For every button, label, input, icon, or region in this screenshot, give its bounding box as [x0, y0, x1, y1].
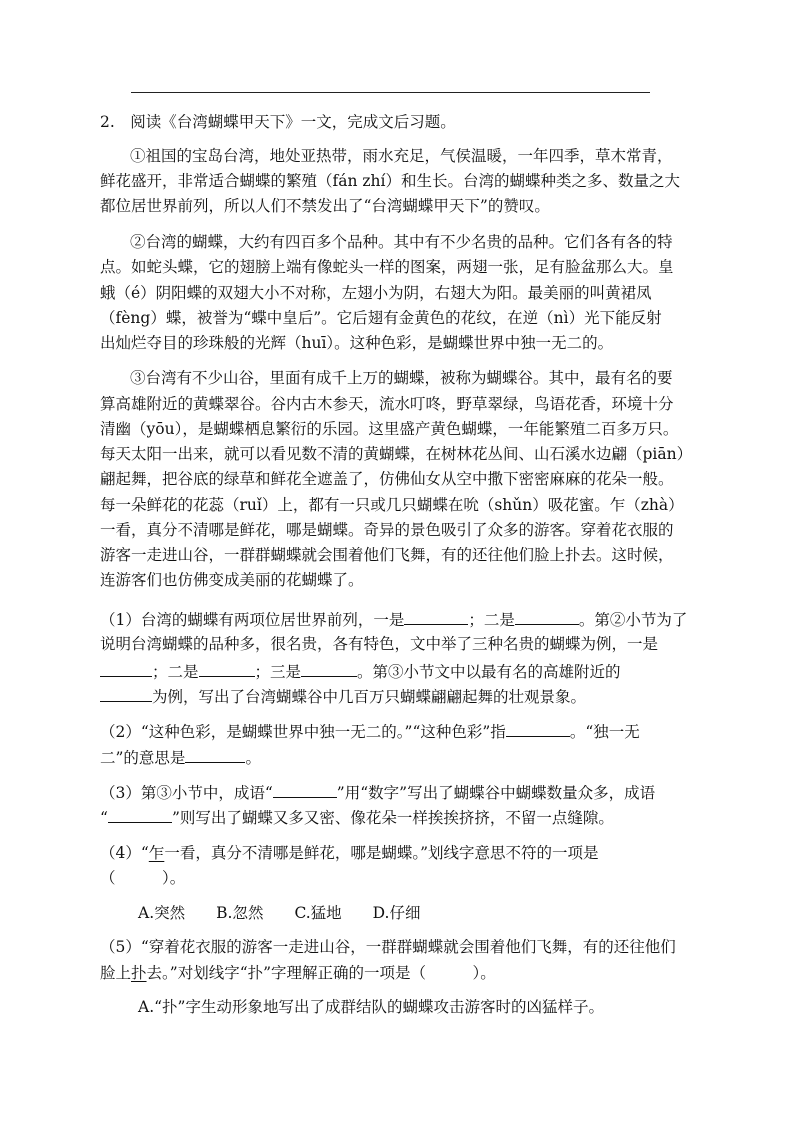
question-text: ；三是	[254, 663, 302, 681]
answer-blank[interactable]	[506, 719, 570, 737]
question-text: （1）台湾的蝴蝶有两项位居世界前列，一是	[100, 611, 405, 629]
question-text: 。	[245, 749, 261, 767]
question-text: 脸上	[100, 964, 132, 982]
answer-blank[interactable]	[301, 659, 357, 677]
question-heading: 2. 阅读《台湾蝴蝶甲天下》一文，完成文后习题。	[100, 113, 456, 131]
question-line	[100, 684, 586, 708]
paragraph-line: （fèng）蝶，被誉为“蝶中皇后”。它后翅有金黄色的花纹，在逆（nì）光下能反射	[100, 309, 662, 327]
answer-option-a[interactable]: A.“扑”字生动形象地写出了成群结队的蝴蝶攻击游客时的凶猛样子。	[138, 998, 604, 1016]
paragraph-line: 清幽（yōu），是蝴蝶栖息繁衍的乐园。这里盛产黄色蝴蝶，一年能繁殖二百多万只。	[100, 420, 679, 438]
question-text: ；二是	[468, 611, 515, 629]
question-text: （4）“	[100, 844, 149, 862]
question-text: 。第③小节文中以最有名的高雄附近的	[357, 663, 621, 681]
paragraph-line: 每一朵鲜花的花蕊（ruǐ）上，都有一只或几只蝴蝶在吮（shǔn）吸花蜜。乍（zhà）	[100, 496, 684, 514]
answer-blank[interactable]	[199, 659, 255, 677]
question-text: ”用“数字”写出了蝴蝶谷中蝴蝶数量众多，成语	[336, 784, 656, 802]
top-rule	[131, 92, 650, 93]
question-text: “	[100, 809, 108, 827]
question-line	[100, 745, 261, 769]
answer-blank[interactable]	[108, 805, 172, 823]
question-text: 为例，写出了台湾蝴蝶谷中几百万只蝴蝶翩翩起舞的壮观景象。	[152, 688, 587, 706]
paragraph-line: ①祖国的宝岛台湾，地处亚热带，雨水充足，气侯温暖，一年四季，草木常青，	[130, 147, 673, 165]
paragraph-line: 蛾（é）阴阳蝶的双翅大小不对称，左翅小为阴，右翅大为阳。最美丽的叫黄裙凤	[100, 284, 652, 302]
question-text: 。第②小节为了	[578, 611, 688, 629]
answer-blank[interactable]	[273, 780, 337, 798]
question-line	[100, 962, 496, 984]
question-text: ”则写出了蝴蝶又多又密、像花朵一样挨挨挤挤，不留一点缝隙。	[171, 809, 614, 827]
answer-blank[interactable]	[185, 745, 245, 763]
paragraph-line: ③台湾有不少山谷，里面有成千上万的蝴蝶，被称为蝴蝶谷。其中，最有名的要	[130, 369, 673, 387]
answer-options[interactable]: A.突然 B.忽然 C.猛地 D.仔细	[138, 904, 421, 922]
paragraph-line: 一看，真分不清哪是鲜花，哪是蝴蝶。奇异的景色吸引了众多的游客。穿着花衣服的	[100, 521, 674, 539]
question-line	[100, 719, 640, 743]
question-text: 。“独一无	[569, 723, 640, 741]
question-text: （3）第③小节中，成语“	[100, 784, 273, 802]
paragraph-line: 出灿烂夺目的珍珠般的光辉（huī）。这种色彩，是蝴蝶世界中独一无二的。	[100, 334, 614, 352]
question-line: （5）“穿着花衣服的游客一走进山谷，一群群蝴蝶就会围着他们飞舞，有的还往他们	[100, 938, 676, 956]
answer-blank[interactable]	[100, 659, 152, 677]
question-line	[100, 842, 599, 864]
paragraph-line: 游客一走进山谷，一群群蝴蝶就会围着他们飞舞，有的还往他们脸上扑去。这时候，	[100, 546, 674, 564]
answer-bracket[interactable]: （ ）。	[100, 869, 186, 887]
paragraph-line: 翩起舞，把谷底的绿草和鲜花全遮盖了，仿佛仙女从空中撒下密密麻麻的花朵一般。	[100, 470, 674, 488]
question-text: （2）“这种色彩，是蝴蝶世界中独一无二的。”“这种色彩”指	[100, 723, 506, 741]
question-text: ；二是	[152, 663, 199, 681]
question-line	[100, 659, 621, 683]
answer-blank[interactable]	[404, 607, 468, 625]
paragraph-line: 连游客们也仿佛变成美丽的花蝴蝶了。	[100, 571, 364, 589]
question-line	[100, 805, 614, 829]
answer-blank[interactable]	[515, 607, 579, 625]
question-text: 一看，真分不清哪是鲜花，哪是蝴蝶。”划线字意思不符的一项是	[164, 844, 599, 862]
paragraph-line: 都位居世界前列，所以人们不禁发出了“台湾蝴蝶甲天下”的赞叹。	[100, 197, 550, 215]
paragraph-line: ②台湾的蝴蝶，大约有四百多个品种。其中有不少名贵的品种。它们各有各的特	[130, 233, 673, 251]
paragraph-line: 点。如蛇头蝶，它的翅膀上端有像蛇头一样的图案，两翅一张，足有脸盆那么大。皇	[100, 258, 674, 276]
question-line: 说明台湾蝴蝶的品种多，很名贵，各有特色，文中举了三种名贵的蝴蝶为例，一是	[100, 635, 659, 653]
answer-blank[interactable]	[100, 684, 152, 702]
paragraph-line: 每天太阳一出来，就可以看见数不清的黄蝴蝶，在树林花丛间、山石溪水边翩（piān）	[100, 445, 693, 463]
question-text: 去。”对划线字“扑”字理解正确的一项是（ ）。	[146, 964, 496, 982]
question-line	[100, 780, 655, 804]
underlined-char: 扑	[131, 964, 147, 982]
underlined-char: 乍	[148, 844, 165, 862]
question-text: 二”的意思是	[100, 749, 186, 767]
paragraph-line: 鲜花盛开，非常适合蝴蝶的繁殖（fán zhí）和生长。台湾的蝴蝶种类之多、数量之大	[100, 172, 680, 190]
question-line	[100, 607, 687, 631]
paragraph-line: 算高雄附近的黄蝶翠谷。谷内古木参天，流水叮咚，野草翠绿，鸟语花香，环境十分	[100, 395, 674, 413]
